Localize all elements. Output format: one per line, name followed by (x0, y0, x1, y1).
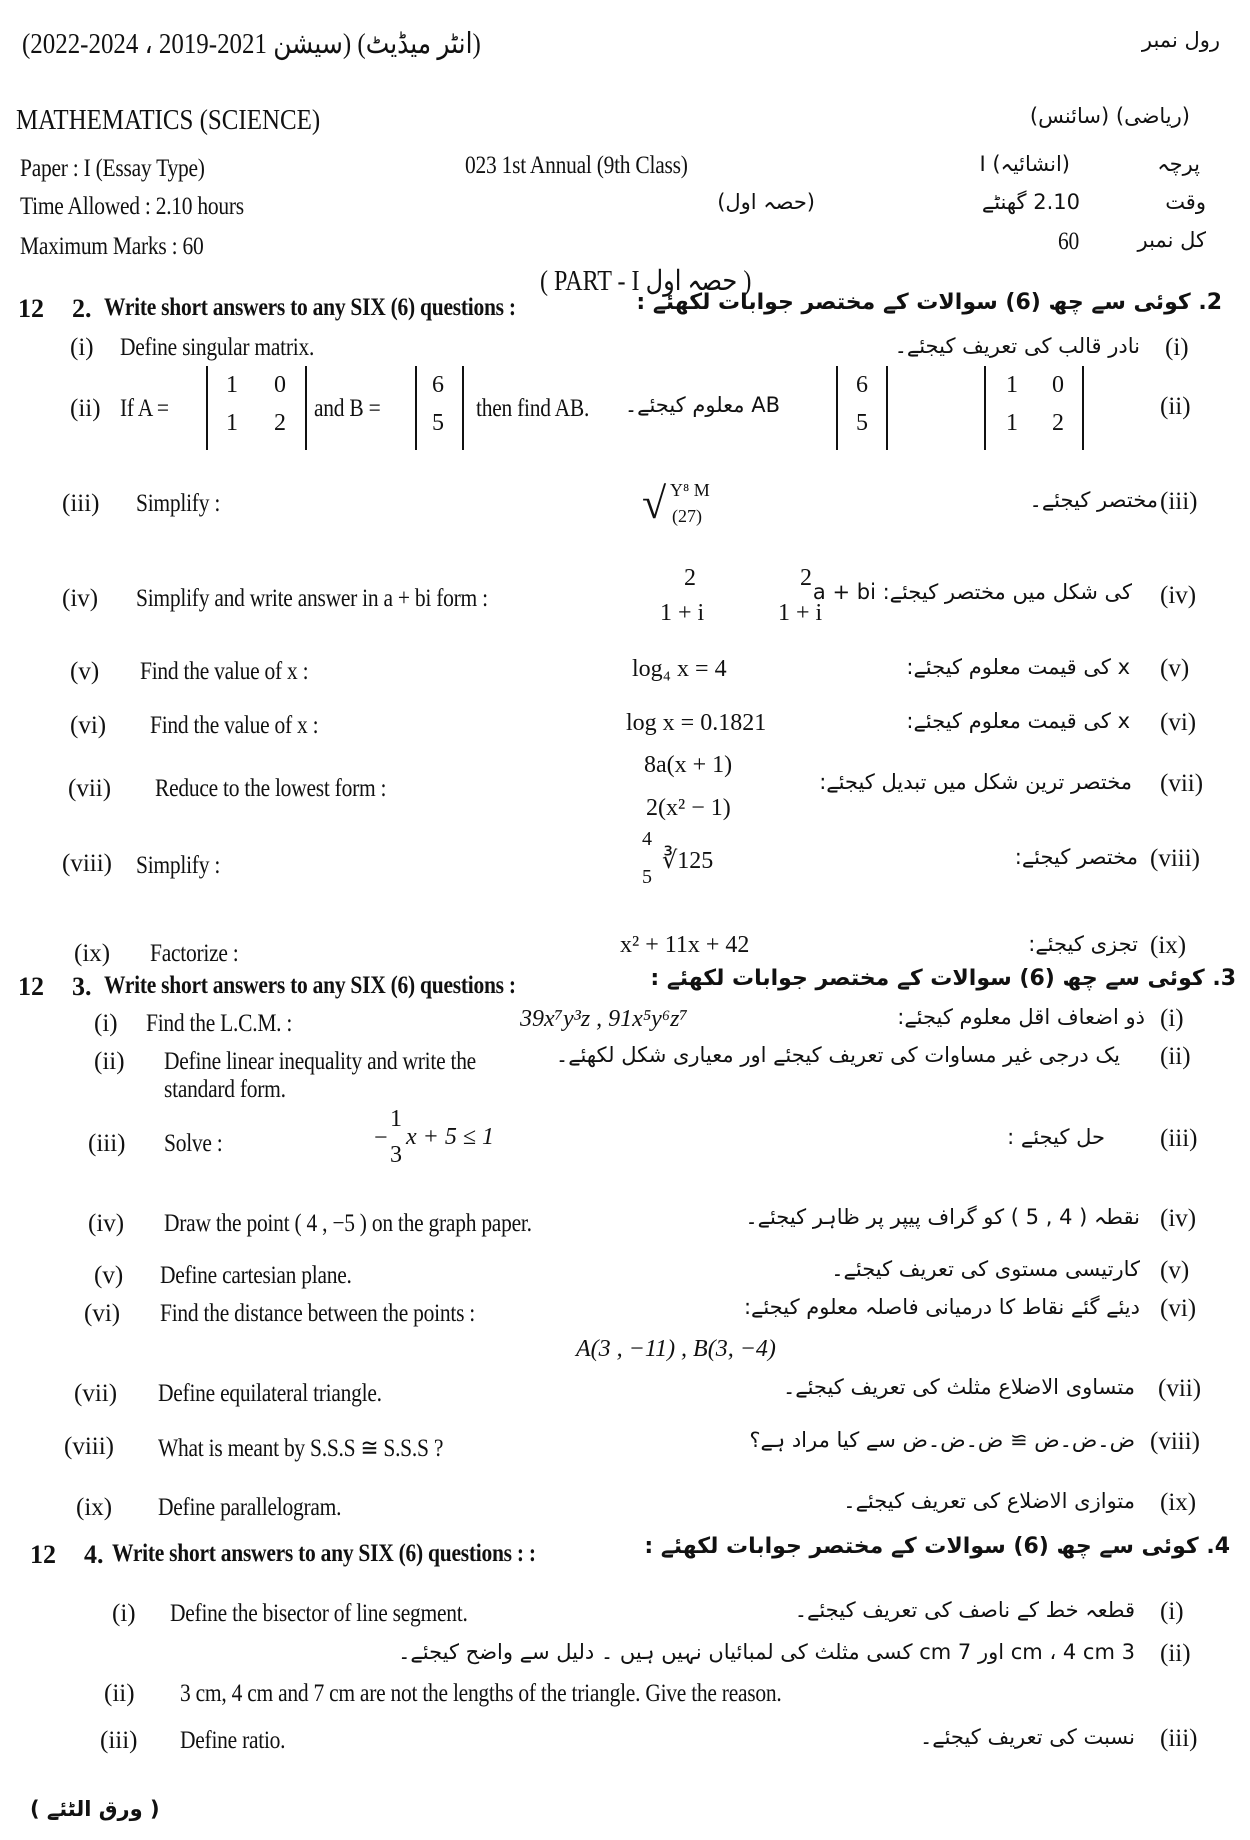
question-text-urdu: نسبت کی تعریف کیجئے۔ (919, 1725, 1135, 1749)
turn-over-note: ( ورق الٹئے ) (30, 1797, 160, 1821)
paper-urdu-label: پرچہ (1157, 152, 1200, 176)
section-number: 4. (84, 1540, 104, 1569)
matrix-bracket (206, 366, 208, 450)
question-number: (viii) (62, 850, 112, 877)
question-number-urdu: (ix) (1160, 1489, 1197, 1516)
matrix-a-cell-urdu: 1 (1006, 372, 1018, 398)
question-text-urdu: متساوی الاضلاع مثلث کی تعریف کیجئے۔ (782, 1375, 1135, 1399)
question-number: (ii) (70, 395, 101, 422)
time-urdu-label: وقت (1165, 190, 1206, 214)
question-number-urdu: (ix) (1150, 932, 1187, 959)
question-text-urdu: مختصر ترین شکل میں تبدیل کیجئے: (819, 770, 1132, 794)
question-text: Simplify : (136, 490, 221, 517)
question-number-urdu: (iii) (1160, 1125, 1198, 1152)
question-text-urdu: کی شکل میں مختصر کیجئے: a + bi (812, 580, 1132, 604)
fraction-numerator: 2 (684, 565, 696, 591)
question-text-urdu: تجزی کیجئے: (1028, 932, 1138, 956)
question-text: Define linear inequality and write the (164, 1048, 476, 1075)
marks-urdu-label: کل نمبر (1137, 228, 1206, 252)
matrix-bracket (305, 366, 307, 450)
question-text: Find the value of x : (150, 712, 319, 739)
question-text-tail: then find AB. (476, 395, 590, 422)
question-text: Define cartesian plane. (160, 1262, 352, 1289)
question-number-urdu: (vi) (1160, 1295, 1197, 1322)
expression: x² + 11x + 42 (620, 932, 750, 958)
matrix-a-cell: 2 (274, 410, 286, 436)
question-text: What is meant by S.S.S ≅ S.S.S ? (158, 1435, 444, 1462)
fraction-numerator-urdu: 2 (800, 565, 812, 591)
question-text: Define equilateral triangle. (158, 1380, 382, 1407)
question-number: (iii) (62, 490, 100, 517)
question-number: (iv) (88, 1210, 125, 1237)
matrix-b-cell: 5 (432, 410, 444, 436)
question-number-urdu: (ii) (1160, 393, 1191, 420)
session-line: (2022-2024 ، 2019-2021 سیشن) (انٹر میڈیٹ) (22, 28, 481, 60)
question-text: If A = (120, 395, 169, 422)
marks-urdu-value: 60 (1058, 228, 1079, 255)
question-text: Solve : (164, 1130, 223, 1157)
question-text: Define the bisector of line segment. (170, 1600, 468, 1627)
question-text: Simplify : (136, 852, 221, 879)
time-urdu-value: 2.10 گھنٹے (981, 190, 1080, 214)
expression: log₄ x = 4 (632, 656, 727, 682)
matrix-bracket (886, 366, 888, 450)
matrix-b-cell: 6 (432, 372, 444, 398)
question-text-urdu: قطعہ خط کے ناصف کی تعریف کیجئے۔ (794, 1598, 1135, 1622)
question-number-urdu: (i) (1160, 1598, 1184, 1625)
question-text: Define parallelogram. (158, 1494, 342, 1521)
question-text-urdu: کارتیسی مستوی کی تعریف کیجئے۔ (831, 1257, 1140, 1281)
paper-code: 023 1st Annual (9th Class) (465, 152, 688, 179)
question-text-urdu: متوازی الاضلاع کی تعریف کیجئے۔ (843, 1489, 1135, 1513)
matrix-bracket (462, 366, 464, 450)
radical-denominator: (27) (672, 506, 702, 526)
subject-title: MATHEMATICS (SCIENCE) (16, 104, 321, 136)
question-text: Define singular matrix. (120, 334, 315, 361)
question-text: Reduce to the lowest form : (155, 775, 387, 802)
matrix-b-cell-urdu: 5 (856, 410, 868, 436)
question-text-urdu: دیئے گئے نقاط کا درمیانی فاصلہ معلوم کیجئے: (743, 1295, 1140, 1319)
question-number: (vi) (70, 712, 107, 739)
question-text-urdu: ذو اضعاف اقل معلوم کیجئے: (897, 1005, 1145, 1029)
question-number-urdu: (i) (1160, 1005, 1184, 1032)
question-number: (v) (94, 1262, 124, 1289)
question-number: (iii) (88, 1130, 126, 1157)
matrix-bracket (836, 366, 838, 450)
question-text-urdu: x کی قیمت معلوم کیجئے: (906, 709, 1130, 733)
question-number-urdu: (iv) (1160, 582, 1197, 609)
matrix-a-cell: 1 (226, 410, 238, 436)
matrix-a-cell-urdu: 2 (1052, 410, 1064, 436)
question-text: 3 cm, 4 cm and 7 cm are not the lengths of the triangle. Give the reason. (180, 1680, 782, 1707)
fraction-denominator: 1 + i (660, 600, 705, 626)
question-text-urdu: مختصر کیجئے۔ (1029, 488, 1158, 512)
question-number-urdu: (v) (1160, 1257, 1190, 1284)
question-number: (vii) (74, 1380, 118, 1407)
question-text-urdu: نقطہ ( 4 , 5 ) کو گراف پیپر پر ظاہر کیجئے۔ (745, 1205, 1140, 1229)
section-marks: 12 (18, 294, 44, 323)
paper-label: Paper : I (Essay Type) (20, 155, 205, 182)
radical-sign: √ (642, 479, 667, 528)
question-text-continued: standard form. (164, 1076, 286, 1103)
expression: A(3 , −11) , B(3, −4) (576, 1336, 776, 1362)
question-number-urdu: (vii) (1158, 1375, 1202, 1402)
section-marks: 12 (30, 1540, 56, 1569)
question-number: (i) (94, 1010, 118, 1037)
question-number-urdu: (ii) (1160, 1640, 1191, 1667)
question-text-urdu: ض۔ض۔ض ≅ ض۔ض۔ض سے کیا مراد ہے؟ (749, 1428, 1135, 1452)
section-instruction-urdu: 3. کوئی سے چھ (6) سوالات کے مختصر جوابات لکھئے : (650, 966, 1236, 991)
matrix-a-cell: 1 (226, 372, 238, 398)
time-urdu-note: (حصہ اول) (717, 190, 815, 214)
question-number: (i) (112, 1600, 136, 1627)
question-number-urdu: (v) (1160, 655, 1190, 682)
time-allowed: Time Allowed : 2.10 hours (20, 193, 244, 220)
question-number-urdu: (i) (1165, 334, 1189, 361)
fraction-denominator: 2(x² − 1) (646, 795, 731, 821)
part-heading: ( PART - I حصہ اول ) (540, 266, 752, 297)
section-instruction: Write short answers to any SIX (6) questions : (104, 294, 516, 321)
question-text: Find the distance between the points : (160, 1300, 476, 1327)
fraction-denominator: 3 (390, 1142, 402, 1168)
question-number-urdu: (iii) (1160, 488, 1198, 515)
question-text: Draw the point ( 4 , −5 ) on the graph paper. (164, 1210, 532, 1237)
question-number: (iii) (100, 1727, 138, 1754)
expression: 39x⁷y³z , 91x⁵y⁶z⁷ (520, 1006, 688, 1032)
question-number: (viii) (64, 1433, 114, 1460)
matrix-a-cell-urdu: 1 (1006, 410, 1018, 436)
coefficient-numerator: 4 (642, 828, 652, 850)
question-number: (i) (70, 334, 94, 361)
question-text-urdu: AB معلوم کیجئے۔ (624, 393, 780, 417)
section-instruction-urdu: 2. کوئی سے چھ (6) سوالات کے مختصر جوابات لکھئے : (636, 290, 1222, 315)
question-number: (iv) (62, 585, 99, 612)
radical-numerator: Y⁸ M (670, 480, 710, 500)
fraction-numerator: 8a(x + 1) (644, 752, 733, 778)
question-text-urdu: یک درجی غیر مساوات کی تعریف کیجئے اور معیاری شکل لکھئے۔ (555, 1043, 1120, 1067)
expression: log x = 0.1821 (626, 710, 767, 736)
question-text: Define ratio. (180, 1727, 286, 1754)
question-number: (ii) (94, 1048, 125, 1075)
section-number: 3. (72, 972, 92, 1001)
subject-title-urdu: (ریاضی) (سائنس) (1029, 104, 1190, 128)
section-marks: 12 (18, 972, 44, 1001)
section-number: 2. (72, 294, 92, 323)
matrix-bracket (415, 366, 417, 450)
fraction-sign: − (374, 1125, 388, 1151)
question-number: (vi) (84, 1300, 121, 1327)
question-text: Simplify and write answer in a + bi form : (136, 585, 488, 612)
section-instruction: Write short answers to any SIX (6) questions : (104, 972, 516, 999)
roll-number-label: رول نمبر (1141, 28, 1220, 52)
question-number-urdu: (viii) (1150, 1428, 1200, 1455)
question-number: (ix) (76, 1494, 113, 1521)
question-number-urdu: (vii) (1160, 770, 1204, 797)
matrix-bracket (1082, 366, 1084, 450)
question-text-urdu: حل کیجئے : (1007, 1125, 1105, 1149)
question-number: (ii) (104, 1680, 135, 1707)
section-instruction: Write short answers to any SIX (6) questions : : (112, 1540, 536, 1567)
matrix-bracket (984, 366, 986, 450)
question-text-urdu: نادر قالب کی تعریف کیجئے۔ (894, 334, 1140, 358)
question-number-urdu: (ii) (1160, 1043, 1191, 1070)
question-number-urdu: (iii) (1160, 1725, 1198, 1752)
question-number: (ix) (74, 940, 111, 967)
cube-root-expression: ∛125 (662, 848, 714, 874)
question-number: (vii) (68, 775, 112, 802)
matrix-a-cell-urdu: 0 (1052, 372, 1064, 398)
question-text: Find the L.C.M. : (146, 1010, 293, 1037)
question-number-urdu: (vi) (1160, 709, 1197, 736)
coefficient-denominator: 5 (642, 866, 652, 888)
question-number: (v) (70, 658, 100, 685)
question-text: Factorize : (150, 940, 239, 967)
matrix-b-cell-urdu: 6 (856, 372, 868, 398)
fraction-numerator: 1 (390, 1106, 402, 1132)
question-text-urdu: 3 cm ، 4 cm اور 7 cm کسی مثلث کی لمبائیاں نہیں ہیں ۔ دلیل سے واضح کیجئے۔ (398, 1640, 1135, 1664)
maximum-marks: Maximum Marks : 60 (20, 233, 204, 260)
question-text-urdu: مختصر کیجئے: (1014, 845, 1138, 869)
question-text-urdu: x کی قیمت معلوم کیجئے: (906, 655, 1130, 679)
question-number-urdu: (viii) (1150, 845, 1200, 872)
question-connector: and B = (314, 395, 381, 422)
matrix-a-cell: 0 (274, 372, 286, 398)
section-instruction-urdu: 4. کوئی سے چھ (6) سوالات کے مختصر جوابات لکھئے : (644, 1534, 1230, 1559)
paper-urdu-value: (انشائیہ) I (979, 152, 1070, 176)
expression: x + 5 ≤ 1 (406, 1124, 495, 1150)
question-number-urdu: (iv) (1160, 1205, 1197, 1232)
fraction-denominator-urdu: 1 + i (778, 600, 823, 626)
question-text: Find the value of x : (140, 658, 309, 685)
